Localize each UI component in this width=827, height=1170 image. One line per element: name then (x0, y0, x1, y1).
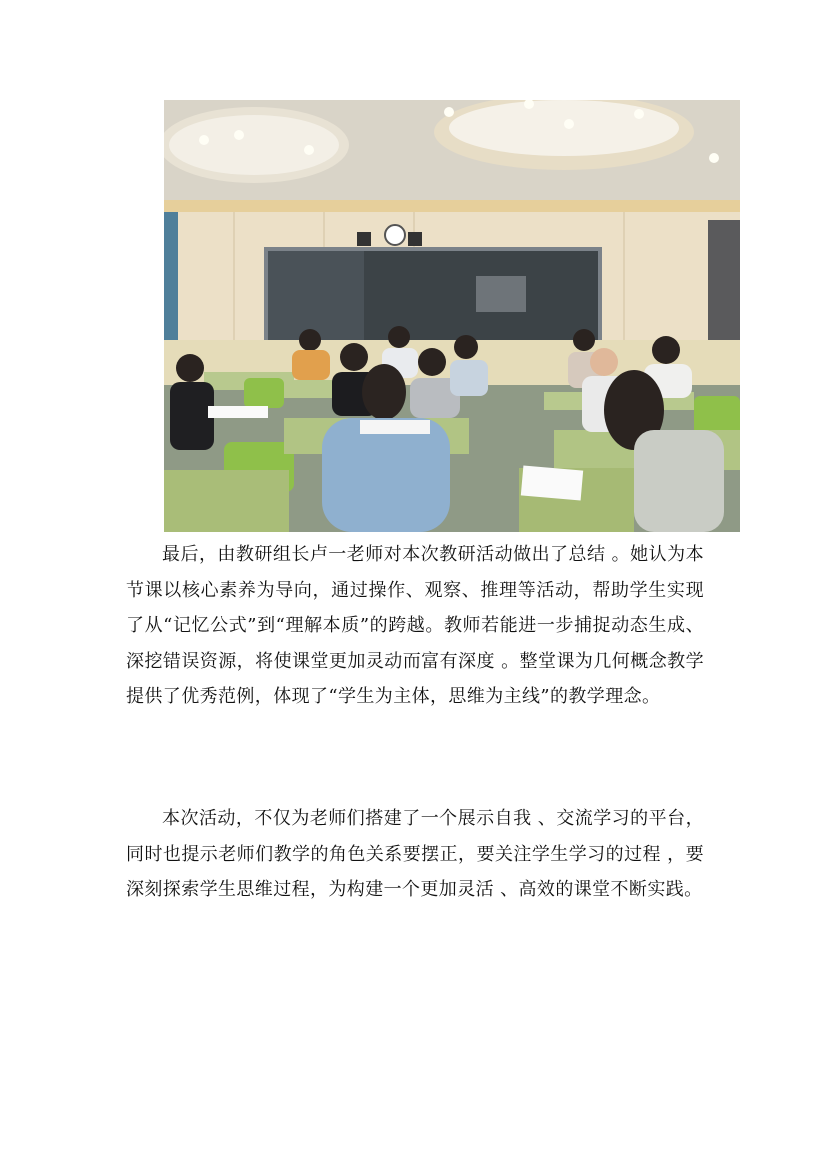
summary-paragraph: 最后，由教研组长卢一老师对本次教研活动做出了总结 。她认为本节课以核心素养为导向，通过操作、观察、推理等活动，帮助学生实现了从“记忆公式”到“理解本质”的跨越。教师若能进一步捕捉动态生成、深挖错误资源，将使课堂更加灵动而富有深度 。整堂课为几何概念教学提供了优秀范例，体现了“学生为主体，思维为主线”的教学理念。 (126, 544, 704, 707)
classroom-photo (164, 100, 740, 532)
closing-paragraph: 本次活动，不仅为老师们搭建了一个展示自我 、交流学习的平台，同时也提示老师们教学的角色关系要摆正，要关注学生学习的过程 ，要深刻探索学生思维过程，为构建一个更加灵活 、高效的课堂不断实践。 (126, 808, 704, 900)
